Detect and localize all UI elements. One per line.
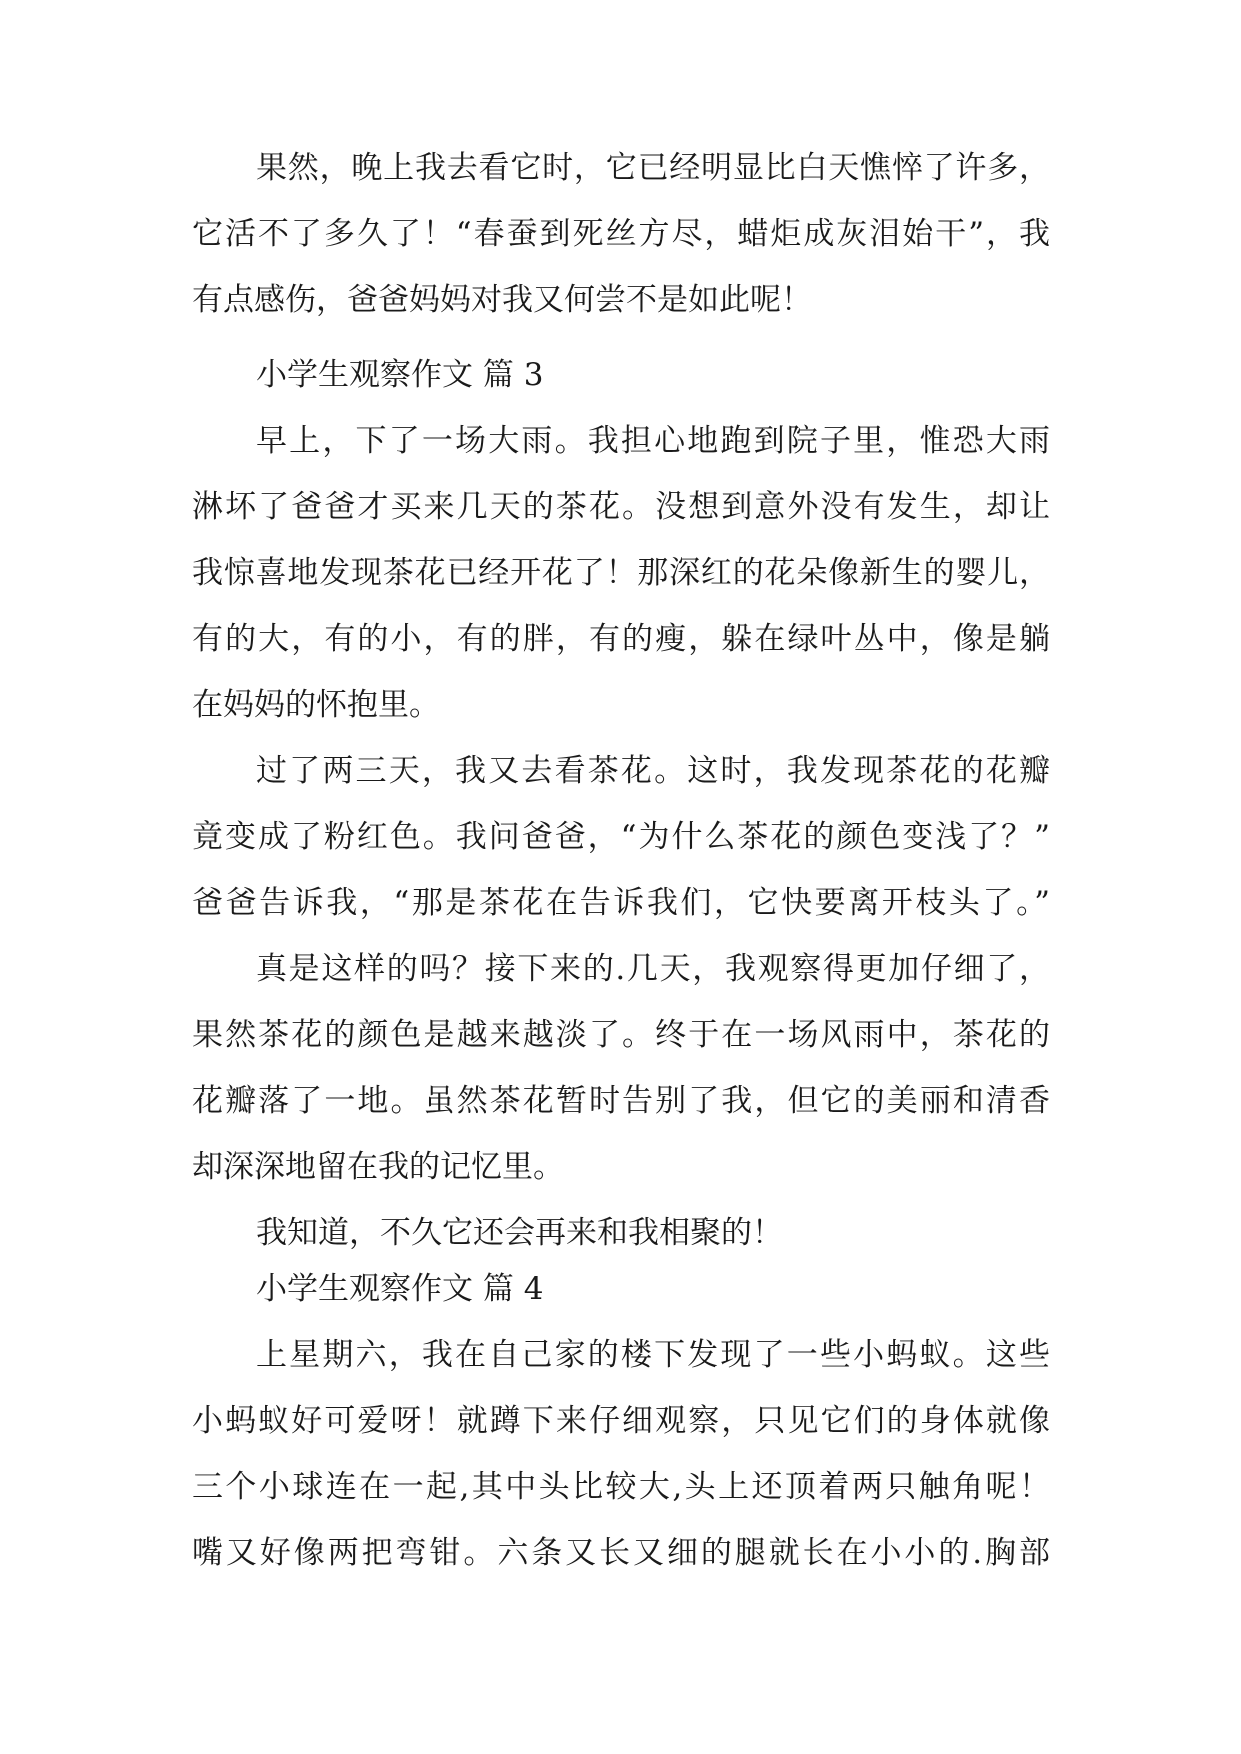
- text-line: 我知道，不久它还会再来和我相聚的！: [256, 1215, 783, 1251]
- text-line: 在妈妈的怀抱里。: [192, 687, 440, 723]
- paragraph-ending: [192, 135, 1050, 333]
- text-line: 小蚂蚁好可爱呀！就蹲下来仔细观察，只见它们的身体就像: [192, 1403, 1050, 1439]
- text-line: 果然，晚上我去看它时，它已经明显比白天憔悴了许多，: [256, 150, 1050, 186]
- text-line: 我惊喜地发现茶花已经开花了！那深红的花朵像新生的婴儿，: [192, 555, 1050, 591]
- text-line: 上星期六，我在自己家的楼下发现了一些小蚂蚁。这些: [256, 1337, 1050, 1373]
- text-line: 嘴又好像两把弯钳。六条又长又细的腿就长在小小的.胸部: [192, 1535, 1050, 1571]
- text-line: 有的大，有的小，有的胖，有的瘦，躲在绿叶丛中，像是躺: [192, 621, 1050, 657]
- text-line: 它活不了多久了！“春蚕到死丝方尽，蜡炬成灰泪始干”，我: [192, 216, 1050, 252]
- text-line: 有点感伤，爸爸妈妈对我又何尝不是如此呢！: [192, 282, 812, 318]
- text-line: 果然茶花的颜色是越来越淡了。终于在一场风雨中，茶花的: [192, 1017, 1050, 1053]
- section-heading: 小学生观察作文 篇 3: [256, 357, 544, 393]
- section-4: [192, 1256, 1050, 1586]
- section-heading: 小学生观察作文 篇 4: [256, 1271, 544, 1307]
- text-line: 真是这样的吗？接下来的.几天，我观察得更加仔细了，: [256, 951, 1050, 987]
- text-line: 爸爸告诉我，“那是茶花在告诉我们，它快要离开枝头了。”: [192, 885, 1050, 921]
- text-line: 早上，下了一场大雨。我担心地跑到院子里，惟恐大雨: [256, 423, 1050, 459]
- text-line: 淋坏了爸爸才买来几天的茶花。没想到意外没有发生，却让: [192, 489, 1050, 525]
- text-line: 花瓣落了一地。虽然茶花暂时告别了我，但它的美丽和清香: [192, 1083, 1050, 1119]
- section-3: [192, 342, 1050, 1266]
- text-line: 竟变成了粉红色。我问爸爸，“为什么茶花的颜色变浅了？”: [192, 819, 1050, 855]
- text-line: 三个小球连在一起,其中头比较大,头上还顶着两只触角呢！: [192, 1469, 1050, 1505]
- text-line: 过了两三天，我又去看茶花。这时，我发现茶花的花瓣: [256, 753, 1050, 789]
- text-line: 却深深地留在我的记忆里。: [192, 1149, 564, 1185]
